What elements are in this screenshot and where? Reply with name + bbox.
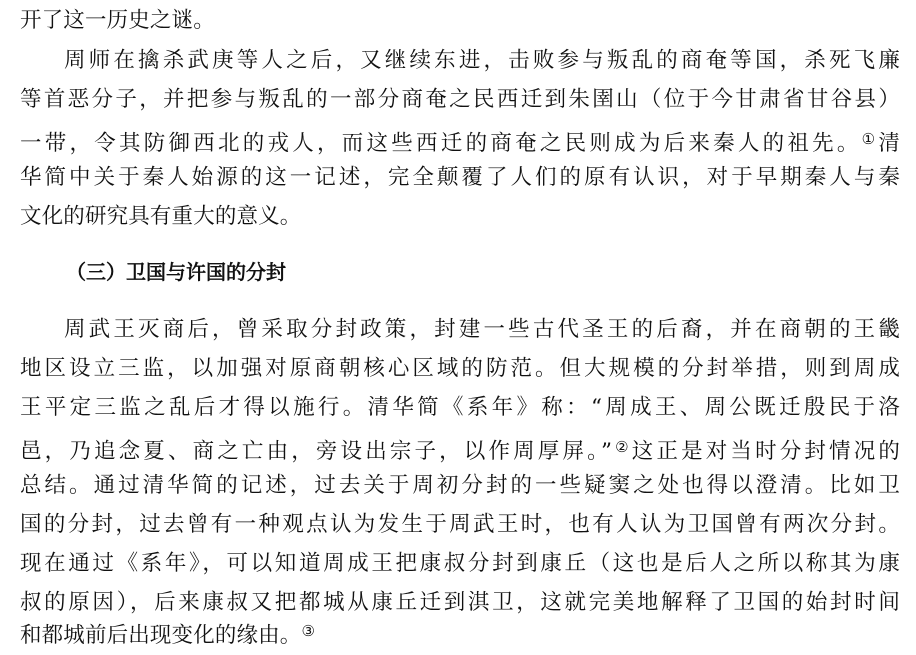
text-line: 开了这一历史之谜。 xyxy=(20,8,215,33)
text-segment: 邑，乃追念夏、商之亡由，旁设出宗子，以作周厚屏。” xyxy=(20,439,613,464)
text-line-with-footnote xyxy=(20,612,315,650)
section-heading: （三）卫国与许国的分封 xyxy=(66,260,286,284)
text-line: 现在通过《系年》，可以知道周成王把康叔分封到康丘（这也是后人之所以称其为康 xyxy=(20,551,900,576)
text-line: 王平定三监之乱后才得以施行。清华简《系年》称：“周成王、周公既迁殷民于洛 xyxy=(20,395,900,420)
text-line: 周师在擒杀武庚等人之后，又继续东进，击败参与叛乱的商奄等国，杀死飞廉 xyxy=(64,48,900,73)
footnote-marker[interactable]: ② xyxy=(612,438,632,456)
text-line: 总结。通过清华简的记述，过去关于周初分封的一些疑窦之处也得以澄清。比如卫 xyxy=(20,473,900,498)
text-line: 地区设立三监，以加强对原商朝核心区域的防范。但大规模的分封举措，则到周成 xyxy=(20,356,900,381)
text-line-with-footnote xyxy=(20,120,900,158)
text-line-with-footnote xyxy=(20,428,900,466)
text-line: 文化的研究具有重大的意义。 xyxy=(20,204,302,229)
text-segment: 一带，令其防御西北的戎人，而这些西迁的商奄之民则成为后来秦人的祖先。 xyxy=(20,131,862,156)
text-line: 国的分封，过去曾有一种观点认为发生于周武王时，也有人认为卫国曾有两次分封。 xyxy=(20,512,900,537)
text-line: 华简中关于秦人始源的这一记述，完全颠覆了人们的原有认识，对于早期秦人与秦 xyxy=(20,165,900,190)
text-segment: 这正是对当时分封情况的 xyxy=(631,439,900,464)
text-segment: 清 xyxy=(878,131,900,156)
text-line: 周武王灭商后，曾采取分封政策，封建一些古代圣王的后裔，并在商朝的王畿 xyxy=(64,317,900,342)
footnote-marker[interactable]: ① xyxy=(861,130,879,148)
text-segment: 和都城前后出现变化的缘由。 xyxy=(20,623,302,648)
footnote-marker[interactable]: ③ xyxy=(301,622,316,640)
text-line: 叔的原因），后来康叔又把都城从康丘迁到淇卫，这就完美地解释了卫国的始封时间 xyxy=(20,590,900,615)
text-line: 等首恶分子，并把参与叛乱的一部分商奄之民西迁到朱圉山（位于今甘肃省甘谷县） xyxy=(20,87,900,112)
